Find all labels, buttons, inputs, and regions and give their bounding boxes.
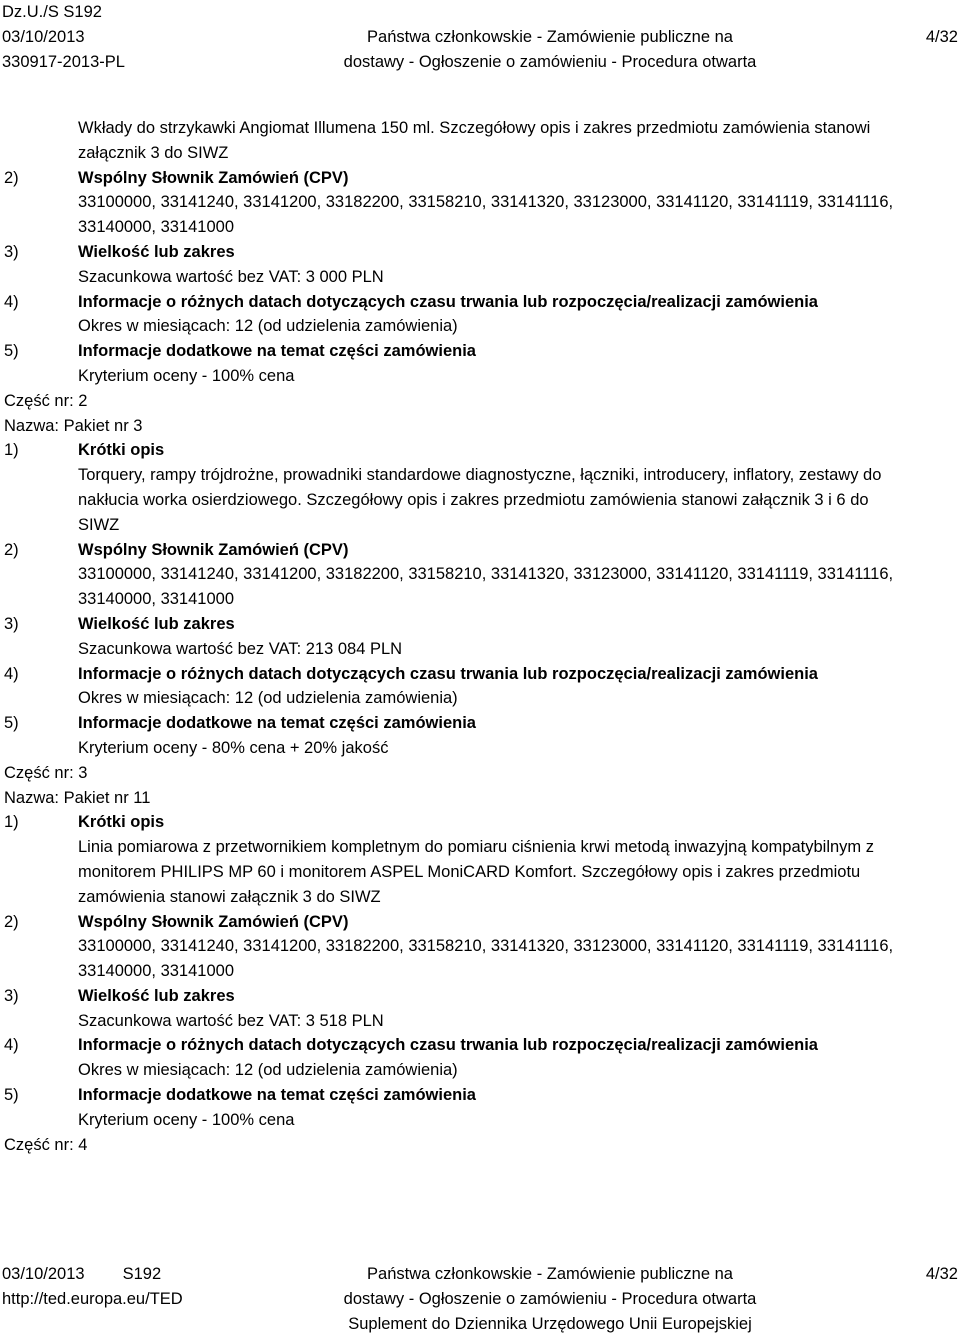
header-title-line1: Państwa członkowskie - Zamówienie publiczne na bbox=[367, 27, 733, 46]
duration-value: Okres w miesiącach: 12 (od udzielenia zamówienia) bbox=[78, 1061, 458, 1080]
document-id: 330917-2013-PL bbox=[2, 52, 125, 71]
part-label: Część nr: 4 bbox=[4, 1135, 88, 1154]
page-footer bbox=[0, 1262, 960, 1336]
intro-line: Wkłady do strzykawki Angiomat Illumena 150 ml. Szczegółowy opis i zakres przedmiotu zamówienia stanowi bbox=[78, 119, 871, 137]
part-label: Część nr: 3 bbox=[4, 763, 88, 782]
ted-link[interactable]: http://ted.europa.eu/TED bbox=[2, 1289, 183, 1308]
estimated-value: Szacunkowa wartość bez VAT: 3 518 PLN bbox=[78, 1011, 384, 1030]
estimated-value: Szacunkowa wartość bez VAT: 3 000 PLN bbox=[78, 267, 384, 286]
page-header bbox=[0, 0, 960, 74]
header-left bbox=[0, 0, 262, 74]
header-right bbox=[838, 0, 960, 74]
document-body bbox=[4, 116, 954, 1157]
size-section bbox=[4, 240, 954, 265]
cpv-section bbox=[4, 166, 954, 191]
criteria-value: Kryterium oceny - 80% cena + 20% jakość bbox=[78, 738, 389, 757]
cpv-line: 33140000, 33141000 bbox=[78, 218, 234, 237]
footer-title bbox=[262, 1262, 838, 1336]
size-section bbox=[4, 984, 954, 1009]
section-number: 3) bbox=[4, 242, 19, 261]
criteria-value: Kryterium oceny - 100% cena bbox=[78, 1110, 295, 1129]
section-title: Wspólny Słownik Zamówień (CPV) bbox=[78, 540, 349, 559]
footer-page-number: 4/32 bbox=[925, 1265, 958, 1283]
short-description-section bbox=[4, 810, 954, 835]
footer-right bbox=[838, 1262, 960, 1336]
description-line: nakłucia worka osierdziowego. Szczegółowy opis i zakres przedmiotu zamówienia stanowi załącznik 3 i 6 do bbox=[78, 490, 869, 509]
section-title: Informacje o różnych datach dotyczących czasu trwania lub rozpoczęcia/realizacji zamówienia bbox=[78, 664, 818, 683]
journal-label: Dz.U./S S192 bbox=[2, 3, 102, 21]
cpv-line: 33140000, 33141000 bbox=[78, 962, 234, 981]
header-title-line2: dostawy - Ogłoszenie o zamówieniu - Procedura otwarta bbox=[343, 52, 757, 71]
section-number: 3) bbox=[4, 986, 19, 1005]
section-number: 1) bbox=[4, 441, 19, 460]
section-number: 2) bbox=[4, 168, 19, 187]
intro-description bbox=[4, 116, 954, 166]
size-section bbox=[4, 612, 954, 637]
section-title: Informacje dodatkowe na temat części zamówienia bbox=[78, 342, 476, 361]
section-number: 4) bbox=[4, 1036, 19, 1055]
section-number: 1) bbox=[4, 813, 19, 832]
section-title: Wielkość lub zakres bbox=[78, 614, 235, 633]
section-title: Wielkość lub zakres bbox=[78, 986, 235, 1005]
dates-section bbox=[4, 662, 954, 687]
criteria-value: Kryterium oceny - 100% cena bbox=[78, 366, 295, 385]
section-number: 3) bbox=[4, 614, 19, 633]
section-number: 4) bbox=[4, 292, 19, 311]
short-description bbox=[4, 835, 954, 909]
header-title bbox=[262, 0, 838, 74]
section-title: Informacje dodatkowe na temat części zamówienia bbox=[78, 1086, 476, 1105]
footer-left bbox=[0, 1262, 262, 1336]
section-title: Informacje dodatkowe na temat części zamówienia bbox=[78, 714, 476, 733]
short-description-section bbox=[4, 438, 954, 463]
cpv-line: 33100000, 33141240, 33141200, 33182200, 33158210, 33141320, 33123000, 33141120, 33141119, 33141116, bbox=[78, 565, 894, 584]
description-line: SIWZ bbox=[78, 515, 120, 534]
section-title: Informacje o różnych datach dotyczących czasu trwania lub rozpoczęcia/realizacji zamówienia bbox=[78, 1036, 818, 1055]
cpv-codes bbox=[4, 190, 954, 240]
section-title: Informacje o różnych datach dotyczących czasu trwania lub rozpoczęcia/realizacji zamówienia bbox=[78, 292, 818, 311]
description-line: monitorem PHILIPS MP 60 i monitorem ASPEL MoniCARD Komfort. Szczegółowy opis i zakres przedmiotu bbox=[78, 862, 861, 881]
section-title: Krótki opis bbox=[78, 813, 165, 832]
description-line: Linia pomiarowa z przetwornikiem kompletnym do pomiaru ciśnienia krwi metodą inwazyjną kompatybilnym z bbox=[78, 838, 874, 857]
part-name: Nazwa: Pakiet nr 3 bbox=[4, 416, 143, 435]
section-number: 4) bbox=[4, 664, 19, 683]
intro-line: załącznik 3 do SIWZ bbox=[78, 143, 229, 162]
description-line: zamówienia stanowi załącznik 3 do SIWZ bbox=[78, 887, 381, 906]
section-number: 5) bbox=[4, 342, 19, 361]
section-title: Wspólny Słownik Zamówień (CPV) bbox=[78, 168, 349, 187]
extra-info-section bbox=[4, 1083, 954, 1108]
cpv-line: 33100000, 33141240, 33141200, 33182200, 33158210, 33141320, 33123000, 33141120, 33141119, 33141116, bbox=[78, 937, 894, 956]
section-number: 2) bbox=[4, 540, 19, 559]
cpv-section bbox=[4, 910, 954, 935]
duration-value: Okres w miesiącach: 12 (od udzielenia zamówienia) bbox=[78, 689, 458, 708]
footer-title-line3: Suplement do Dziennika Urzędowego Unii Europejskiej bbox=[348, 1314, 752, 1333]
section-number: 5) bbox=[4, 1086, 19, 1105]
section-number: 2) bbox=[4, 912, 19, 931]
description-line: Torquery, rampy trójdrożne, prowadniki standardowe diagnostyczne, łączniki, introducery, inflatory, zestawy do bbox=[78, 466, 882, 485]
cpv-line: 33140000, 33141000 bbox=[78, 590, 234, 609]
section-number: 5) bbox=[4, 714, 19, 733]
footer-title-line1: Państwa członkowskie - Zamówienie publiczne na bbox=[367, 1265, 733, 1283]
extra-info-section bbox=[4, 711, 954, 736]
estimated-value: Szacunkowa wartość bez VAT: 213 084 PLN bbox=[78, 639, 403, 658]
duration-value: Okres w miesiącach: 12 (od udzielenia zamówienia) bbox=[78, 317, 458, 336]
footer-date: 03/10/2013 bbox=[2, 1265, 85, 1283]
header-date: 03/10/2013 bbox=[2, 27, 85, 46]
cpv-line: 33100000, 33141240, 33141200, 33182200, 33158210, 33141320, 33123000, 33141120, 33141119, 33141116, bbox=[78, 193, 894, 212]
dates-section bbox=[4, 1033, 954, 1058]
footer-title-line2: dostawy - Ogłoszenie o zamówieniu - Procedura otwarta bbox=[343, 1289, 757, 1308]
part-name: Nazwa: Pakiet nr 11 bbox=[4, 788, 151, 807]
short-description bbox=[4, 463, 954, 537]
part-label: Część nr: 2 bbox=[4, 391, 88, 410]
extra-info-section bbox=[4, 339, 954, 364]
dates-section bbox=[4, 290, 954, 315]
cpv-codes bbox=[4, 934, 954, 984]
section-title: Krótki opis bbox=[78, 441, 165, 460]
cpv-codes bbox=[4, 562, 954, 612]
section-title: Wspólny Słownik Zamówień (CPV) bbox=[78, 912, 349, 931]
footer-issue: S192 bbox=[122, 1265, 162, 1283]
section-title: Wielkość lub zakres bbox=[78, 242, 235, 261]
header-page-number: 4/32 bbox=[925, 27, 958, 46]
cpv-section bbox=[4, 538, 954, 563]
